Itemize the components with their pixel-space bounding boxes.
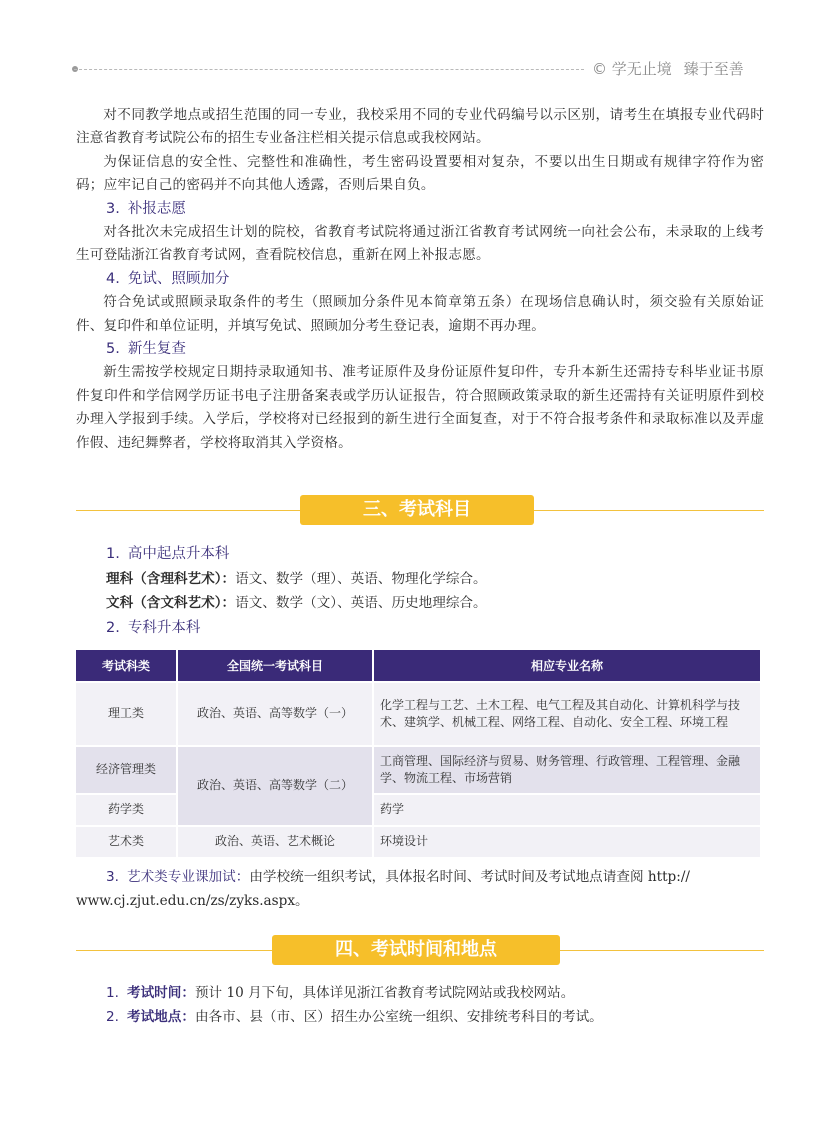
table-row	[76, 683, 760, 745]
section-exam-subjects	[76, 493, 764, 529]
arts-subjects: 文科（含文科艺术）：语文、数学（文）、英语、历史地理综合。	[106, 594, 487, 611]
motto-right: 臻于至善	[683, 60, 744, 78]
cell-category: 艺术类	[76, 827, 176, 857]
cell-category: 药学类	[76, 795, 176, 825]
paragraph-supplement: 对各批次未完成招生计划的院校，省教育考试院将通过浙江省教育考试网统一向社会公布，未录取的上线考生可登陆浙江省教育考试网，查看院校信息，重新在网上补报志愿。	[76, 224, 764, 264]
cell-subjects: 政治、英语、高等数学（一）	[178, 683, 372, 745]
science-subjects: 理科（含理科艺术）：语文、数学（理）、英语、物理化学综合。	[106, 570, 487, 587]
header-motto	[592, 58, 772, 79]
section-title: 三、考试科目	[300, 495, 534, 525]
exam-place: 2. 考试地点：由各市、县（市、区）招生办公室统一组织、安排统考科目的考试。	[106, 1008, 603, 1025]
cell-majors: 工商管理、国际经济与贸易、财务管理、行政管理、工程管理、金融学、物流工程、市场营销	[374, 747, 760, 793]
subhead-highschool: 1. 高中起点升本科	[106, 546, 230, 563]
paragraph-exemption: 符合免试或照顾录取条件的考生（照顾加分条件见本简章第五条）在现场信息确认时，须交验有关原始证件、复印件和单位证明，并填写免试、照顾加分考生登记表，逾期不再办理。	[76, 294, 764, 334]
table-row	[76, 747, 760, 793]
subhead-recheck: 5. 新生复查	[106, 341, 186, 358]
paragraph-code-note: 对不同教学地点或招生范围的同一专业，我校采用不同的专业代码编号以示区别，请考生在填报专业代码时注意省教育考试院公布的招生专业备注栏相关提示信息或我校网站。	[76, 107, 764, 147]
th-category: 考试科类	[76, 650, 176, 681]
th-majors: 相应专业名称	[374, 650, 760, 681]
subhead-supplement: 3. 补报志愿	[106, 200, 186, 217]
cell-majors: 环境设计	[374, 827, 760, 857]
th-subjects: 全国统一考试科目	[178, 650, 372, 681]
cell-majors: 化学工程与工艺、土木工程、电气工程及其自动化、计算机科学与技术、建筑学、机械工程、网络工程、自动化、安全工程、环境工程	[374, 683, 760, 745]
cell-subjects: 政治、英语、艺术概论	[178, 827, 372, 857]
cell-subjects: 政治、英语、高等数学（二）	[178, 747, 372, 825]
art-exam-url: www.cj.zjut.edu.cn/zs/zyks.aspx。	[76, 892, 309, 909]
section-title: 四、考试时间和地点	[272, 935, 560, 965]
page-content	[76, 104, 764, 1029]
cell-majors: 药学	[374, 795, 760, 825]
header-divider	[74, 69, 584, 70]
paragraph-recheck: 新生需按学校规定日期持录取通知书、准考证原件及身份证原件复印件，专升本新生还需持专科毕业证书原件复印件和学信网学历证书电子注册备案表或学历认证报告，符合照顾政策录取的新生还需持有关证明原件到校办理入学报到手续。入学后，学校将对已经报到的新生进行全面复查，对于不符合报考条件和录取标准以及弄虚作假、违纪舞弊者，学校将取消其入学资格。	[76, 364, 764, 451]
subjects-table	[74, 648, 762, 859]
cell-category: 经济管理类	[76, 747, 176, 793]
subhead-college: 2. 专科升本科	[106, 619, 201, 636]
cell-category: 理工类	[76, 683, 176, 745]
motto-left: © 学无止境	[592, 60, 672, 78]
subhead-exemption: 4. 免试、照顾加分	[106, 270, 230, 287]
art-exam-note: 3. 艺术类专业课加试：由学校统一组织考试，具体报名时间、考试时间及考试地点请查阅 http://	[106, 868, 690, 885]
paragraph-password-note: 为保证信息的安全性、完整性和准确性，考生密码设置要相对复杂，不要以出生日期或有规律字符作为密码；应牢记自己的密码并不向其他人透露，否则后果自负。	[76, 153, 764, 194]
table-row	[76, 827, 760, 857]
section-exam-time-place	[76, 933, 764, 969]
exam-time: 1. 考试时间：预计 10 月下旬，具体详见浙江省教育考试院网站或我校网站。	[106, 984, 575, 1001]
